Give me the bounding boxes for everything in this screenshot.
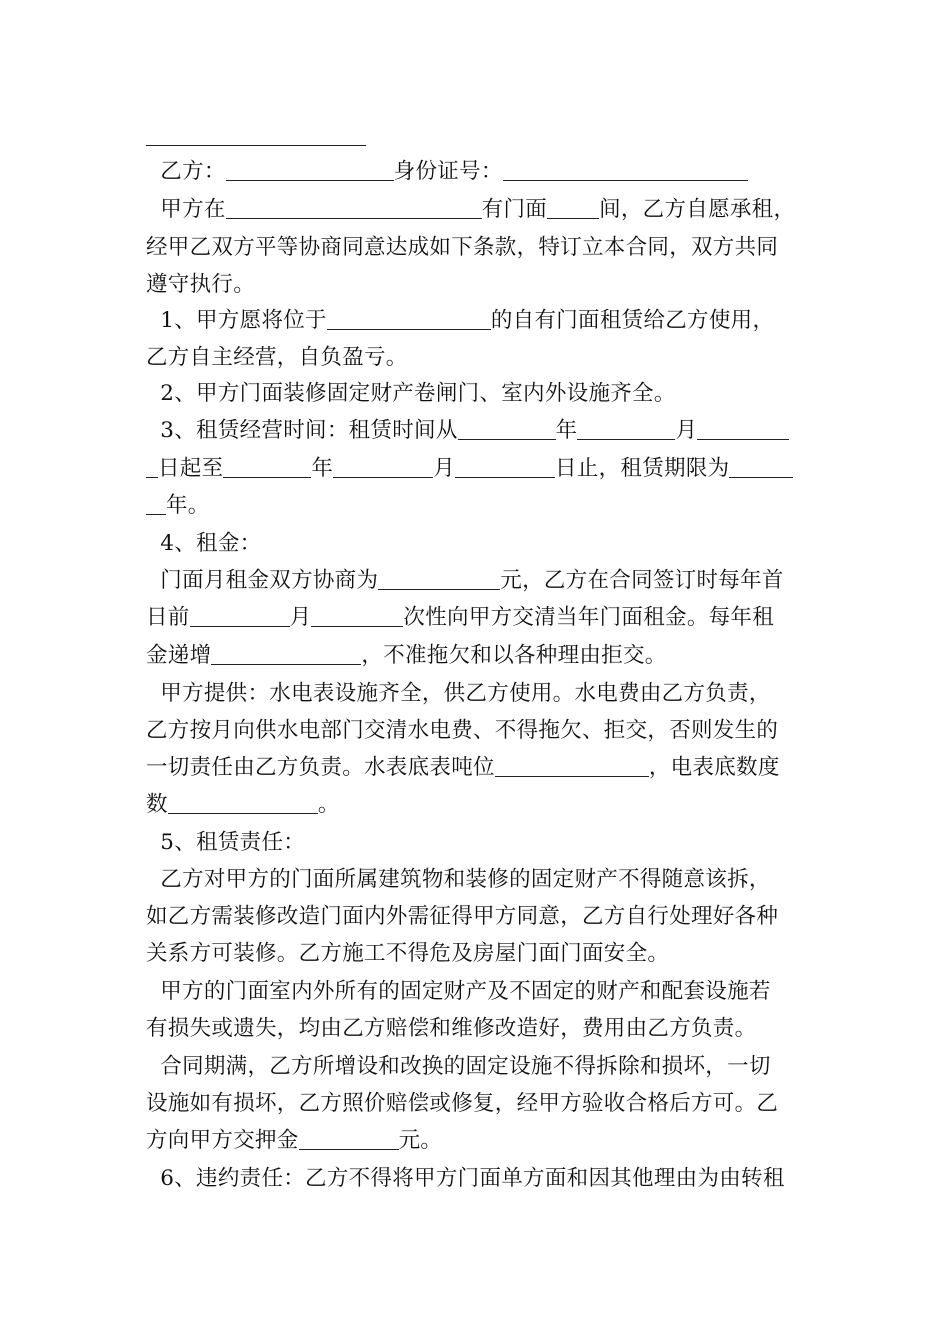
text: 日起至 — [158, 456, 224, 481]
text: 数 — [146, 792, 168, 817]
text: 5、租赁责任： — [146, 830, 306, 855]
paragraph-line — [146, 1053, 816, 1081]
text: 合同期满，乙方所增设和改换的固定设施不得拆除和损坏，一切 — [146, 1054, 771, 1079]
tenant-label: 乙方： — [146, 159, 226, 184]
text: 。 — [317, 792, 340, 817]
tenant-name-blank[interactable] — [226, 160, 394, 181]
signature-blank-line — [146, 145, 366, 146]
text: 一切责任由乙方负责。水表底表吨位 — [146, 755, 495, 780]
start-day-blank[interactable] — [697, 419, 789, 440]
tenant-line — [146, 158, 816, 186]
paragraph-line — [146, 791, 816, 819]
paragraph-line — [146, 866, 816, 894]
text: 经甲乙双方平等协商同意达成如下条款，特订立本合同，双方共同 — [146, 235, 779, 260]
end-day-blank[interactable] — [455, 457, 555, 478]
text: 乙方按月向供水电部门交清水电费、不得拖欠、拒交，否则发生的 — [146, 718, 779, 743]
paragraph-line — [146, 680, 816, 708]
end-year-blank[interactable] — [223, 457, 311, 478]
monthly-rent-blank[interactable] — [378, 569, 500, 590]
text: 乙方自主经营，自负盈亏。 — [146, 345, 408, 370]
water-meter-blank[interactable] — [495, 756, 649, 777]
paragraph-line — [146, 455, 816, 483]
paragraph-line — [146, 717, 816, 745]
text: 4、租金： — [146, 531, 262, 556]
paragraph-line — [146, 492, 816, 520]
lease-term-blank[interactable] — [729, 457, 793, 478]
paragraph-line — [146, 1015, 816, 1043]
paragraph-line — [146, 234, 816, 262]
location-blank[interactable] — [226, 198, 482, 219]
text: 甲方的门面室内外所有的固定财产及不固定的财产和配套设施若 — [146, 979, 771, 1004]
paragraph-line — [146, 1090, 816, 1118]
paragraph-line — [146, 903, 816, 931]
text: 甲方提供：水电表设施齐全，供乙方使用。水电费由乙方负责， — [146, 681, 771, 706]
text: ，电表底数度 — [648, 755, 780, 780]
unit-count-blank[interactable] — [547, 198, 599, 219]
paragraph-line — [146, 642, 816, 670]
text: 年 — [311, 456, 334, 481]
text: 间，乙方自愿承租， — [599, 197, 796, 222]
text: 6、违约责任：乙方不得将甲方门面单方面和因其他理由为由转租 — [146, 1166, 785, 1191]
text: 日前 — [146, 605, 190, 630]
text: 月 — [433, 456, 456, 481]
deposit-blank[interactable] — [299, 1129, 399, 1150]
clause-3-line — [146, 417, 816, 445]
text: 甲方在 — [146, 197, 226, 222]
text: 有损失或遗失，均由乙方赔偿和维修改造好，费用由乙方负责。 — [146, 1016, 757, 1041]
paragraph-line — [146, 567, 816, 595]
paragraph-line — [146, 1127, 816, 1155]
text: 设施如有损坏，乙方照价赔偿或修复，经甲方验收合格后方可。乙 — [146, 1091, 779, 1116]
text: 月 — [289, 605, 312, 630]
text: 日止，租赁期限为 — [555, 456, 730, 481]
clause-6-line — [146, 1165, 816, 1193]
text: 2、甲方门面装修固定财产卷闸门、室内外设施齐全。 — [146, 381, 676, 406]
text: 元。 — [398, 1128, 443, 1153]
text: 门面月租金双方协商为 — [146, 568, 379, 593]
text: 的自有门面租赁给乙方使用， — [490, 308, 775, 333]
start-year-blank[interactable] — [458, 419, 556, 440]
location-blank[interactable] — [327, 309, 491, 330]
electric-meter-blank[interactable] — [168, 793, 318, 814]
paragraph-line — [146, 978, 816, 1006]
text: 年 — [555, 418, 578, 443]
text: 金递增 — [146, 643, 212, 668]
clause-1-line — [146, 307, 816, 335]
rent-increase-blank[interactable] — [211, 644, 361, 665]
text: ，不准拖欠和以各种理由拒交。 — [361, 643, 667, 668]
text: 方向甲方交押金 — [146, 1128, 299, 1153]
clause-2-line — [146, 380, 816, 408]
start-month-blank[interactable] — [577, 419, 675, 440]
clause-4-line — [146, 530, 816, 558]
paragraph-line — [146, 196, 816, 224]
text: 乙方对甲方的门面所属建筑物和装修的固定财产不得随意该拆， — [146, 867, 771, 892]
paragraph-line — [146, 344, 816, 372]
text: 元，乙方在合同签订时每年首 — [500, 568, 784, 593]
end-month-blank[interactable] — [333, 457, 433, 478]
clause-5-line — [146, 829, 816, 857]
lease-term-blank-cont[interactable] — [146, 494, 166, 515]
text: 月 — [675, 418, 698, 443]
text: 如乙方需装修改造门面内外需征得甲方同意，乙方自行处理好各种 — [146, 904, 779, 929]
paragraph-line — [146, 940, 816, 968]
payment-month-blank[interactable] — [190, 606, 290, 627]
text: 3、租赁经营时间：租赁时间从 — [146, 418, 458, 443]
text: 1、甲方愿将位于 — [146, 308, 327, 333]
text: 关系方可装修。乙方施工不得危及房屋门面门面安全。 — [146, 941, 670, 966]
id-number-blank[interactable] — [503, 160, 748, 181]
paragraph-line — [146, 271, 816, 299]
payment-times-blank[interactable] — [311, 606, 403, 627]
text: 有门面 — [481, 197, 548, 222]
text: 次性向甲方交清当年门面租金。每年租 — [403, 605, 775, 630]
text: 年。 — [166, 493, 210, 518]
text: 遵守执行。 — [146, 272, 256, 297]
id-number-label: 身份证号： — [393, 159, 503, 184]
paragraph-line — [146, 754, 816, 782]
paragraph-line — [146, 604, 816, 632]
start-day-blank-cont[interactable] — [146, 457, 158, 478]
